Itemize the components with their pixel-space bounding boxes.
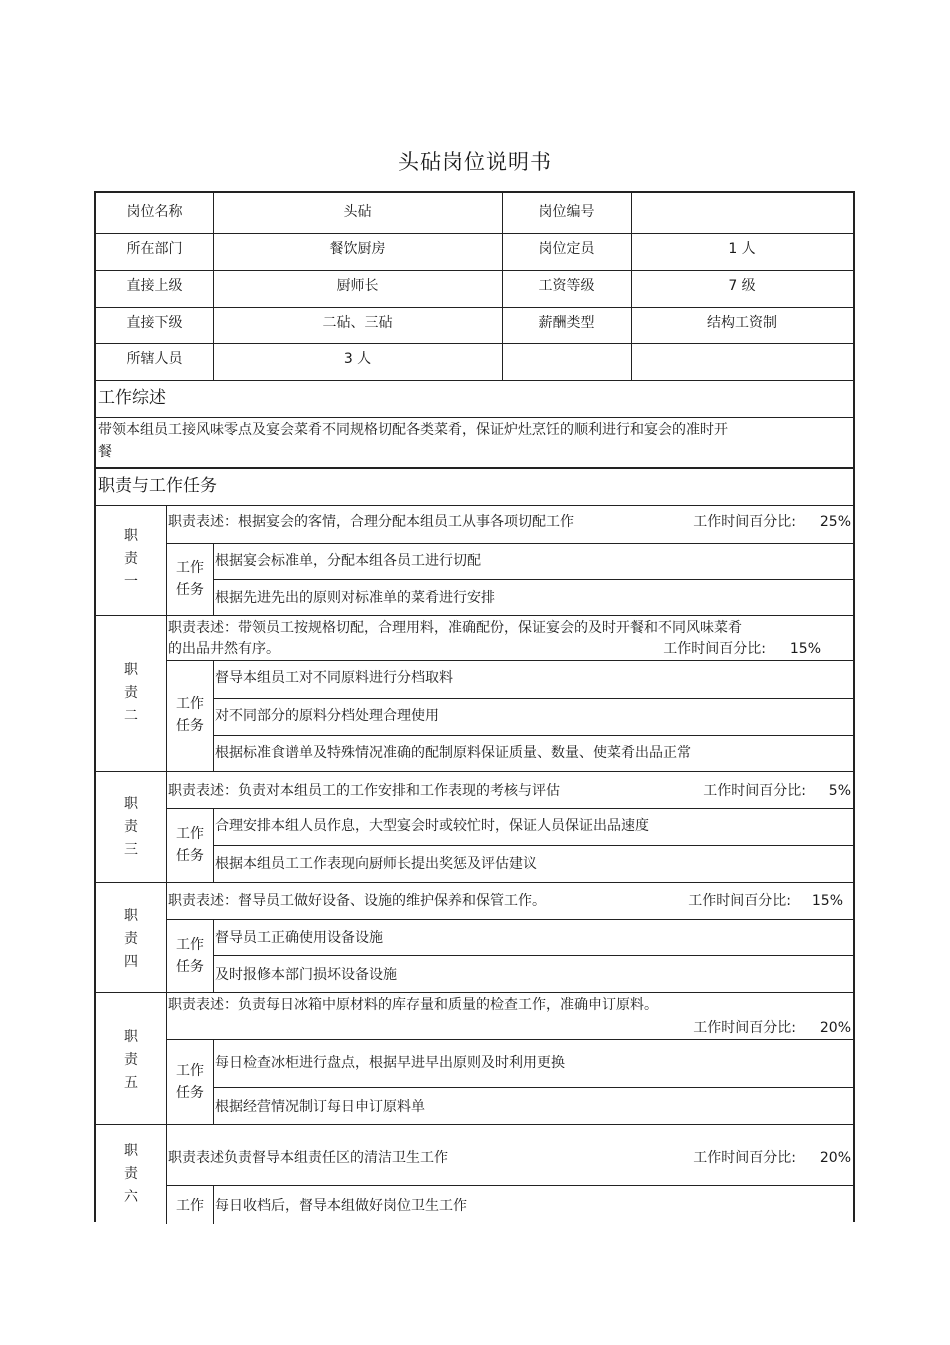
duty-5-task-1: 每日检查冰柜进行盘点，根据早进早出原则及时利用更换 xyxy=(215,1055,565,1071)
label-position-code: 岗位编号 xyxy=(538,204,595,220)
duties-heading: 职责与工作任务 xyxy=(98,476,217,496)
duty-1-pct-label: 工作时间百分比: xyxy=(693,514,796,530)
duty-3-desc: 职责表述：负责对本组员工的工作安排和工作表现的考核与评估 xyxy=(168,783,560,799)
duty-1-task-label: 工作 任务 xyxy=(176,560,204,598)
duty-2-task-label: 工作 任务 xyxy=(176,696,204,734)
job-description-table xyxy=(94,191,855,1222)
value-position-name: 头砧 xyxy=(343,204,372,220)
summary-text-line2: 餐 xyxy=(98,444,112,460)
duty-6-pct-label: 工作时间百分比: xyxy=(693,1150,796,1166)
duty-5-name: 职 责 五 xyxy=(124,1029,138,1091)
value-pay-type: 结构工资制 xyxy=(707,315,777,331)
duty-3-task-label: 工作 任务 xyxy=(176,826,204,864)
page-title: 头砧岗位说明书 xyxy=(398,150,552,174)
duty-3-pct-label: 工作时间百分比: xyxy=(703,783,806,799)
value-superior: 厨师长 xyxy=(336,278,379,294)
duty-4-task-2: 及时报修本部门损坏设备设施 xyxy=(215,967,397,983)
duty-3-task-2: 根据本组员工工作表现向厨师长提出奖惩及评估建议 xyxy=(215,856,537,872)
duty-1-task-2: 根据先进先出的原则对标准单的菜肴进行安排 xyxy=(215,590,495,606)
duty-2-desc-line2: 的出品井然有序。 xyxy=(168,641,280,657)
duty-6-task-1: 每日收档后，督导本组做好岗位卫生工作 xyxy=(215,1198,467,1214)
summary-heading: 工作综述 xyxy=(98,388,166,408)
summary-text-line1: 带领本组员工接风味零点及宴会菜肴不同规格切配各类菜肴，保证炉灶烹饪的顺利进行和宴会的准时开 xyxy=(98,422,728,438)
duty-4-task-label: 工作 任务 xyxy=(176,937,204,975)
label-superior: 直接上级 xyxy=(126,278,183,294)
label-headcount: 岗位定员 xyxy=(538,241,595,257)
value-salary-grade: 7 级 xyxy=(728,278,756,294)
duty-1-task-1: 根据宴会标准单，分配本组各员工进行切配 xyxy=(215,553,481,569)
duty-5-pct-label: 工作时间百分比: xyxy=(693,1020,796,1036)
label-subordinate: 直接下级 xyxy=(126,315,183,331)
duty-6-desc: 职责表述负责督导本组责任区的清洁卫生工作 xyxy=(168,1150,448,1166)
duty-2-task-1: 督导本组员工对不同原料进行分档取料 xyxy=(215,670,453,686)
duty-3-pct: 5% xyxy=(828,783,851,799)
duty-6-pct: 20% xyxy=(819,1150,851,1166)
label-department: 所在部门 xyxy=(126,241,183,257)
duty-1-name: 职 责 一 xyxy=(124,528,138,590)
value-headcount: 1 人 xyxy=(728,241,756,257)
duty-3-task-1: 合理安排本组人员作息，大型宴会时或较忙时，保证人员保证出品速度 xyxy=(215,818,649,834)
duty-4-pct-label: 工作时间百分比: xyxy=(688,893,791,909)
duty-2-pct: 15% xyxy=(789,641,821,657)
duty-6-task-label: 工作 xyxy=(176,1198,204,1214)
duty-6-name: 职 责 六 xyxy=(124,1143,138,1205)
duty-4-name: 职 责 四 xyxy=(124,908,138,970)
value-department: 餐饮厨房 xyxy=(329,241,386,257)
duty-2-desc: 职责表述：带领员工按规格切配，合理用料，准确配份，保证宴会的及时开餐和不同风味菜肴 xyxy=(168,620,742,636)
duty-5-task-2: 根据经营情况制订每日申订原料单 xyxy=(215,1099,425,1115)
duty-4-desc: 职责表述：督导员工做好设备、设施的维护保养和保管工作。 xyxy=(168,893,546,909)
duty-1-desc: 职责表述：根据宴会的客情，合理分配本组员工从事各项切配工作 xyxy=(168,514,574,530)
duty-4-pct: 15% xyxy=(811,893,843,909)
duty-2-task-3: 根据标准食谱单及特殊情况准确的配制原料保证质量、数量、使菜肴出品正常 xyxy=(215,745,691,761)
label-pay-type: 薪酬类型 xyxy=(538,315,595,331)
value-subordinate: 二砧、三砧 xyxy=(322,315,393,331)
duty-1-pct: 25% xyxy=(819,514,851,530)
duty-5-desc: 职责表述：负责每日冰箱中原材料的库存量和质量的检查工作，准确申订原料。 xyxy=(168,997,658,1013)
value-staff: 3 人 xyxy=(343,351,372,367)
duty-2-pct-label: 工作时间百分比: xyxy=(663,641,766,657)
duty-5-pct: 20% xyxy=(819,1020,851,1036)
duty-2-task-2: 对不同部分的原料分档处理合理使用 xyxy=(215,708,439,724)
duty-3-name: 职 责 三 xyxy=(124,796,138,858)
label-position-name: 岗位名称 xyxy=(126,204,183,220)
duty-4-task-1: 督导员工正确使用设备设施 xyxy=(215,930,383,946)
duty-2-name: 职 责 二 xyxy=(124,662,138,724)
label-salary-grade: 工资等级 xyxy=(538,278,595,294)
label-staff: 所辖人员 xyxy=(126,351,183,367)
duty-5-task-label: 工作 任务 xyxy=(176,1063,204,1101)
